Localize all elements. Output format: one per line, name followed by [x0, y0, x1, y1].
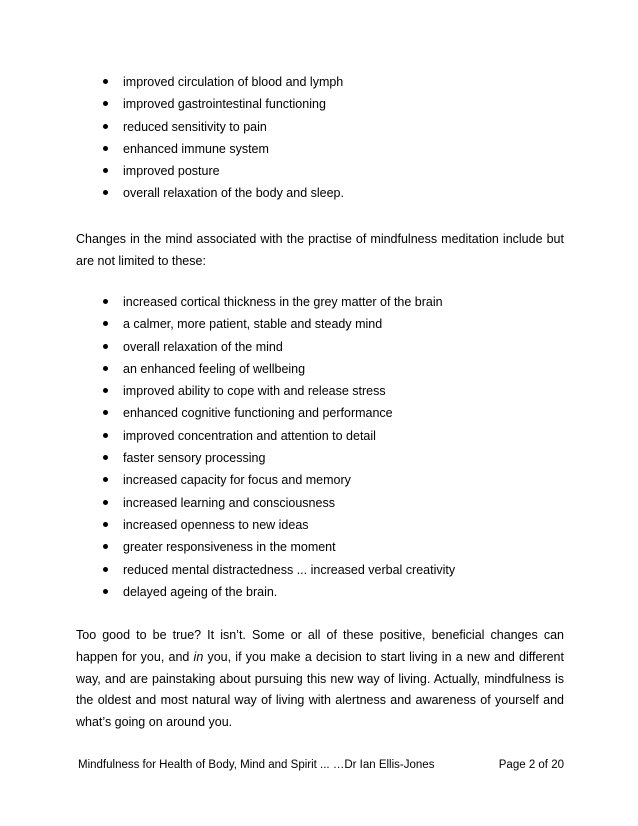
bullet-icon: [103, 388, 108, 393]
list-item: increased learning and consciousness: [100, 492, 570, 514]
list-item: reduced sensitivity to pain: [100, 116, 570, 138]
list-item: improved posture: [100, 160, 570, 182]
bullet-icon: [103, 477, 108, 482]
bullet-icon: [103, 455, 108, 460]
body-benefits-list: [100, 71, 570, 205]
list-item: faster sensory processing: [100, 447, 570, 469]
bullet-icon: [103, 589, 108, 594]
bullet-icon: [103, 366, 108, 371]
list-item: overall relaxation of the mind: [100, 336, 570, 358]
footer-title: Mindfulness for Health of Body, Mind and Spirit ... …Dr Ian Ellis-Jones: [78, 759, 435, 771]
bullet-icon: [103, 321, 108, 326]
bullet-icon: [103, 146, 108, 151]
list-item: increased openness to new ideas: [100, 514, 570, 536]
bullet-icon: [103, 168, 108, 173]
list-item: enhanced immune system: [100, 138, 570, 160]
list-item: enhanced cognitive functioning and performance: [100, 402, 570, 424]
list-item: improved circulation of blood and lymph: [100, 71, 570, 93]
bullet-icon: [103, 101, 108, 106]
list-item: improved ability to cope with and release stress: [100, 380, 570, 402]
closing-paragraph: [76, 625, 564, 734]
closing-part-1: Too good to be true? It isn’t. Some or all of these positive, beneficial changes can happen for you, and: [76, 628, 564, 664]
list-item: increased capacity for focus and memory: [100, 469, 570, 491]
closing-part-2: you, if you make a decision to start living in a new and different way, and are painstaking about pursuing this new way of living. Actually, mindfulness is the oldest and most natural way of living with alertness and awareness of yourself and what’s going on around you.: [76, 649, 564, 730]
page-number: Page 2 of 20: [498, 759, 564, 771]
bullet-icon: [103, 410, 108, 415]
mind-benefits-list: [100, 291, 570, 603]
page-footer: [78, 759, 564, 771]
list-item: overall relaxation of the body and sleep.: [100, 182, 570, 204]
bullet-icon: [103, 299, 108, 304]
bullet-icon: [103, 79, 108, 84]
bullet-icon: [103, 522, 108, 527]
list-item: a calmer, more patient, stable and steady mind: [100, 313, 570, 335]
list-item: improved gastrointestinal functioning: [100, 93, 570, 115]
list-item: an enhanced feeling of wellbeing: [100, 358, 570, 380]
bullet-icon: [103, 544, 108, 549]
list-item: increased cortical thickness in the grey matter of the brain: [100, 291, 570, 313]
bullet-icon: [103, 567, 108, 572]
bullet-icon: [103, 500, 108, 505]
bullet-icon: [103, 433, 108, 438]
bullet-icon: [103, 190, 108, 195]
closing-emphasis: in: [193, 649, 204, 664]
list-item: reduced mental distractedness ... increased verbal creativity: [100, 559, 570, 581]
bullet-icon: [103, 124, 108, 129]
bullet-icon: [103, 344, 108, 349]
list-item: greater responsiveness in the moment: [100, 536, 570, 558]
list-item: improved concentration and attention to detail: [100, 425, 570, 447]
list-item: delayed ageing of the brain.: [100, 581, 570, 603]
mind-changes-intro: Changes in the mind associated with the practise of mindfulness meditation include but are not limited to these:: [76, 232, 564, 268]
